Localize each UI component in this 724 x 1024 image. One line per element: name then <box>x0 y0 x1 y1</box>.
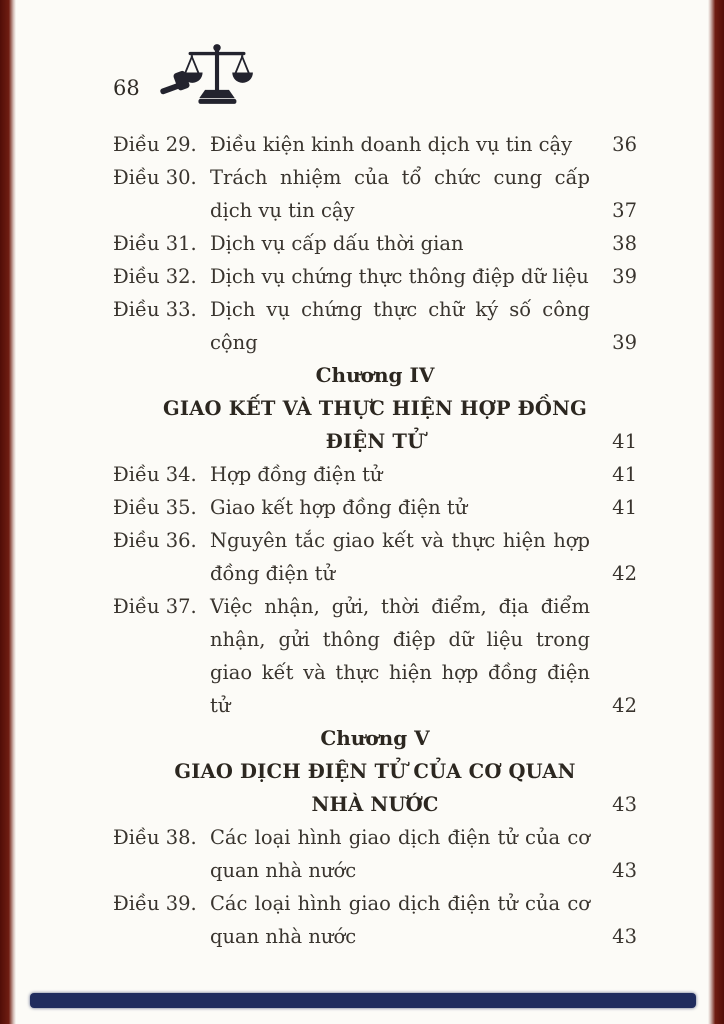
article-page-number: 39 <box>612 331 637 354</box>
article-label: Điều 30. <box>113 166 197 189</box>
article-label: Điều 38. <box>113 826 197 849</box>
toc-chapter <box>113 359 637 458</box>
article-title: Dịch vụ cấp dấu thời gian <box>210 232 464 255</box>
article-page-number: 43 <box>612 859 637 882</box>
article-title: Nguyên tắc giao kết và thực hiện hợp đồng điện tử <box>210 529 590 585</box>
toc-entry <box>113 887 637 953</box>
toc-entry <box>113 524 637 590</box>
toc-entry <box>113 260 637 293</box>
page-right-red-edge <box>708 0 724 1024</box>
toc-entry <box>113 458 637 491</box>
chapter-page-number: 41 <box>612 430 637 453</box>
article-title: Các loại hình giao dịch điện tử của cơ quan nhà nước <box>210 826 590 882</box>
article-label: Điều 35. <box>113 496 197 519</box>
page-left-red-edge <box>0 0 16 1024</box>
article-page-number: 39 <box>612 265 637 288</box>
toc-entry <box>113 128 637 161</box>
chapter-title: GIAO KẾT VÀ THỰC HIỆN HỢP ĐỒNG ĐIỆN TỬ <box>163 397 587 453</box>
toc-entry <box>113 821 637 887</box>
article-page-number: 37 <box>612 199 637 222</box>
article-label: Điều 34. <box>113 463 197 486</box>
toc-entry <box>113 491 637 524</box>
folio-page-number: 68 <box>113 76 140 100</box>
article-page-number: 41 <box>612 463 637 486</box>
chapter-kicker: Chương V <box>320 726 430 750</box>
article-label: Điều 31. <box>113 232 197 255</box>
article-label: Điều 32. <box>113 265 197 288</box>
page-header <box>113 42 260 112</box>
toc-entry <box>113 590 637 722</box>
chapter-page-number: 43 <box>612 793 637 816</box>
chapter-kicker: Chương IV <box>315 363 435 387</box>
article-title: Việc nhận, gửi, thời điểm, địa điểm nhận, gửi thông điệp dữ liệu trong giao kết và thực hiện hợp đồng điện tử <box>210 595 590 717</box>
article-title: Giao kết hợp đồng điện tử <box>210 496 468 519</box>
article-page-number: 42 <box>612 562 637 585</box>
article-label: Điều 29. <box>113 133 197 156</box>
article-title: Dịch vụ chứng thực chữ ký số công cộng <box>210 298 590 354</box>
article-page-number: 42 <box>612 694 637 717</box>
toc-chapter <box>113 722 637 821</box>
article-title: Trách nhiệm của tổ chức cung cấp dịch vụ tin cậy <box>210 166 590 222</box>
table-of-contents <box>113 128 637 953</box>
article-page-number: 36 <box>612 133 637 156</box>
toc-entry <box>113 293 637 359</box>
article-title: Hợp đồng điện tử <box>210 463 383 486</box>
article-label: Điều 36. <box>113 529 197 552</box>
footer-rule <box>30 993 696 1008</box>
article-label: Điều 37. <box>113 595 197 618</box>
article-page-number: 43 <box>612 925 637 948</box>
chapter-title: GIAO DỊCH ĐIỆN TỬ CỦA CƠ QUAN NHÀ NƯỚC <box>174 760 576 816</box>
article-page-number: 38 <box>612 232 637 255</box>
article-label: Điều 39. <box>113 892 197 915</box>
article-title: Các loại hình giao dịch điện tử của cơ quan nhà nước <box>210 892 590 948</box>
article-label: Điều 33. <box>113 298 197 321</box>
scales-of-justice-icon <box>160 42 260 112</box>
toc-entry <box>113 161 637 227</box>
article-page-number: 41 <box>612 496 637 519</box>
toc-entry <box>113 227 637 260</box>
article-title: Dịch vụ chứng thực thông điệp dữ liệu <box>210 265 589 288</box>
article-title: Điều kiện kinh doanh dịch vụ tin cậy <box>210 133 573 156</box>
